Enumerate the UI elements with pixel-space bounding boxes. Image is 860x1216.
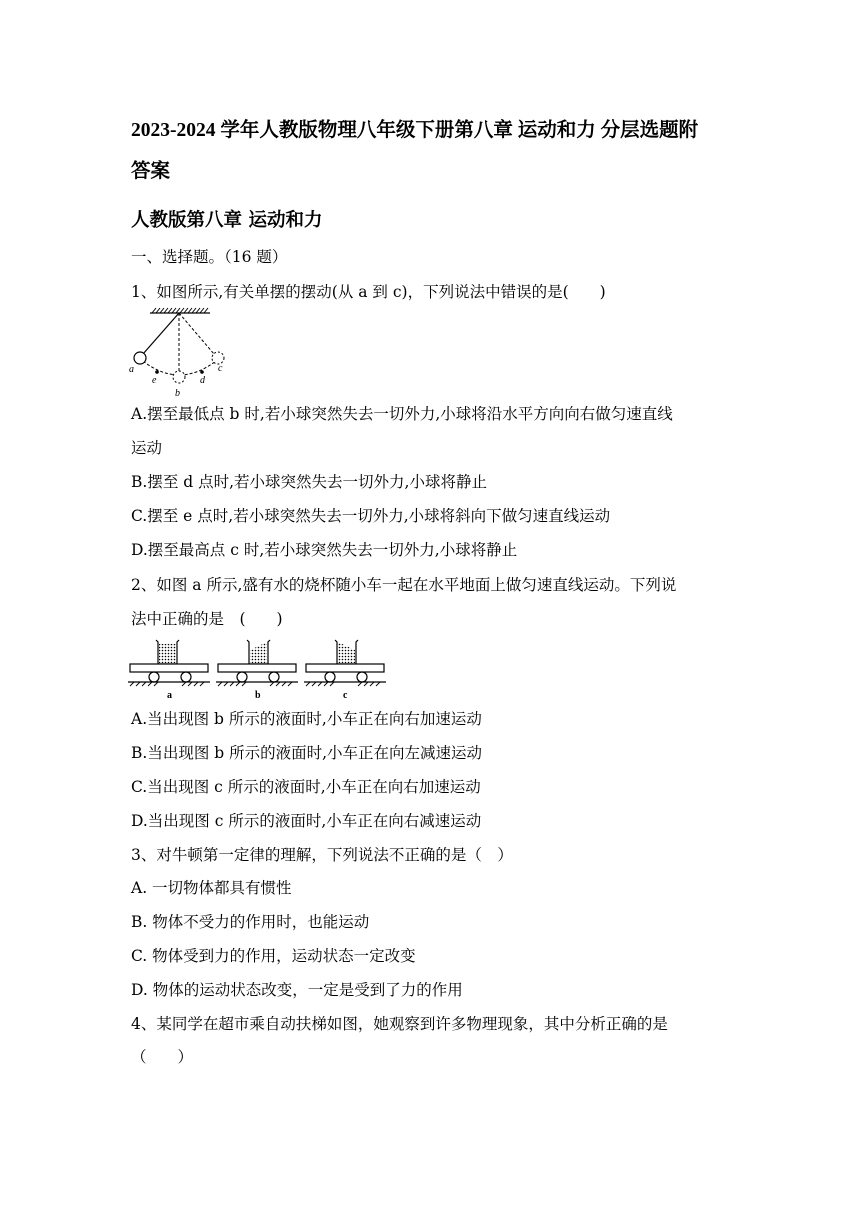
- pendulum-label-e: e: [152, 375, 157, 386]
- question-3-stem: 3、对牛顿第一定律的理解，下列说法不正确的是（ ）: [131, 846, 513, 864]
- question-4-stem-line-2: （ ）: [131, 1048, 194, 1066]
- question-2-stem-line-2: 法中正确的是 ( ): [131, 610, 283, 628]
- question-3-option-a: A. 一切物体都具有惯性: [131, 879, 292, 897]
- cart-b: [216, 640, 298, 682]
- question-4-stem-line-1: 4、某同学在超市乘自动扶梯如图，她观察到许多物理现象，其中分析正确的是: [131, 1015, 668, 1033]
- beaker-cart-figure: [128, 634, 390, 700]
- cart-label-a: a: [167, 690, 172, 701]
- document-title-line-2: 答案: [131, 161, 171, 182]
- question-3-option-d: D. 物体的运动状态改变，一定是受到了力的作用: [131, 981, 463, 999]
- cart-label-c: c: [343, 690, 348, 701]
- cart-a: [128, 640, 210, 682]
- pendulum-label-c: c: [218, 363, 223, 374]
- question-1-option-a-continued: 运动: [131, 439, 163, 457]
- pendulum-label-d: d: [200, 375, 205, 386]
- pendulum-figure: [128, 307, 238, 399]
- question-2-option-c: C.当出现图 c 所示的液面时,小车正在向右加速运动: [131, 778, 481, 796]
- cart-c: [304, 640, 386, 682]
- question-1-option-b: B.摆至 d 点时,若小球突然失去一切外力,小球将静止: [131, 473, 487, 491]
- question-2-option-d: D.当出现图 c 所示的液面时,小车正在向右减速运动: [131, 812, 482, 830]
- question-1-option-a: A.摆至最低点 b 时,若小球突然失去一切外力,小球将沿水平方向向右做匀速直线: [131, 405, 673, 423]
- question-2-option-a: A.当出现图 b 所示的液面时,小车正在向右加速运动: [131, 710, 482, 728]
- pendulum-label-a: a: [129, 364, 134, 375]
- question-2-option-b: B.当出现图 b 所示的液面时,小车正在向左减速运动: [131, 744, 483, 762]
- section-heading: 一、选择题。（16 题）: [131, 248, 288, 266]
- document-title-line-1: 2023-2024 学年人教版物理八年级下册第八章 运动和力 分层选题附: [131, 120, 699, 141]
- question-1-stem: 1、如图所示,有关单摆的摆动(从 a 到 c)，下列说法中错误的是( ): [131, 283, 606, 301]
- question-1-option-c: C.摆至 e 点时,若小球突然失去一切外力,小球将斜向下做匀速直线运动: [131, 507, 611, 525]
- question-2-stem-line-1: 2、如图 a 所示,盛有水的烧杯随小车一起在水平地面上做匀速直线运动。下列说: [131, 576, 677, 594]
- cart-label-b: b: [255, 690, 261, 701]
- question-3-option-b: B. 物体不受力的作用时，也能运动: [131, 913, 370, 931]
- chapter-title: 人教版第八章 运动和力: [131, 210, 323, 231]
- question-1-option-d: D.摆至最高点 c 时,若小球突然失去一切外力,小球将静止: [131, 541, 518, 559]
- question-3-option-c: C. 物体受到力的作用，运动状态一定改变: [131, 947, 416, 965]
- pendulum-label-b: b: [175, 388, 180, 399]
